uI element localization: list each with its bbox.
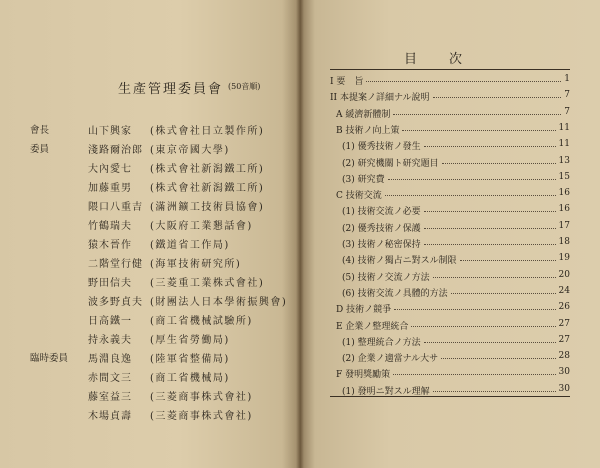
toc-entry-page: 28 <box>558 351 570 362</box>
member-row <box>0 122 300 141</box>
member-affiliation: (株式會社日立製作所) <box>150 126 265 137</box>
toc-entry-label: A 緩濟新體制 <box>336 109 391 120</box>
toc-entry-label: (2) 研究機關ト研究題目 <box>342 158 439 169</box>
toc-entry-page: 24 <box>558 285 570 296</box>
member-affiliation: (三菱重工業株式會社) <box>150 278 265 289</box>
member-name: 大內愛七 <box>88 164 132 175</box>
toc-entry <box>330 319 570 334</box>
toc-leader-dots <box>424 228 556 229</box>
toc-entry <box>330 270 570 285</box>
toc-entry-page: 7 <box>564 106 570 117</box>
toc-entry-page: 20 <box>558 269 570 280</box>
toc-entry-page: 27 <box>558 334 570 345</box>
member-row <box>0 312 300 331</box>
toc-entry <box>330 335 570 350</box>
toc-entry <box>330 156 570 171</box>
member-name: 竹鶴瑞夫 <box>88 221 132 232</box>
toc-entry <box>330 172 570 187</box>
toc-entry-page: 18 <box>558 237 570 247</box>
member-row <box>0 369 300 388</box>
toc-entry <box>330 204 570 219</box>
toc-entry-page: 7 <box>564 90 570 101</box>
member-role: 委員 <box>30 144 50 155</box>
member-affiliation: (海軍技術研究所) <box>150 259 242 270</box>
toc-leader-dots <box>433 97 561 98</box>
toc-leader-dots <box>424 146 556 147</box>
toc-entry-label: (2) 企業ノ適當ナル大サ <box>342 354 439 365</box>
member-affiliation: (株式會社新潟鐵工所) <box>150 164 265 175</box>
toc-entry-label: (6) 技術交流ノ具體的方法 <box>342 288 448 299</box>
toc-entry-label: C 技術交流 <box>336 191 382 202</box>
member-affiliation: (財團法人日本學術振興會) <box>150 297 288 308</box>
toc-entry <box>330 237 570 252</box>
member-affiliation: (東京帝國大學) <box>150 145 230 156</box>
toc-leader-dots <box>393 114 561 115</box>
member-affiliation: (三菱商事株式會社) <box>150 411 253 422</box>
toc-leader-dots <box>424 342 556 343</box>
toc-leader-dots <box>442 163 556 164</box>
toc-entry-page: 19 <box>558 253 570 264</box>
member-name: 馬淵良逸 <box>88 354 132 365</box>
toc-leader-dots <box>366 81 561 82</box>
toc-entry-page: 15 <box>558 171 570 182</box>
member-row <box>0 350 300 369</box>
toc-leader-dots <box>385 195 556 196</box>
toc-entry-page: 30 <box>558 367 570 378</box>
toc-leader-dots <box>394 309 556 310</box>
member-affiliation: (大阪府工業懇話會) <box>150 221 253 232</box>
toc-entry <box>330 384 570 399</box>
member-row <box>0 217 300 236</box>
toc-leader-dots <box>411 326 556 327</box>
toc-entry <box>330 286 570 301</box>
toc-entry <box>330 90 570 105</box>
toc-entry-page: 1 <box>564 74 570 84</box>
toc-entry-page: 13 <box>558 155 570 166</box>
member-role: 會長 <box>30 125 50 136</box>
member-affiliation: (商工省機械局) <box>150 373 230 384</box>
toc-leader-dots <box>424 211 556 212</box>
member-name: 野田信夫 <box>88 278 132 289</box>
toc-entry-label: (1) 整理統合ノ方法 <box>342 337 421 348</box>
member-role: 臨時委員 <box>30 353 69 364</box>
toc-entry-label: F 發明獎勵策 <box>336 370 391 381</box>
toc-entry <box>330 107 570 122</box>
toc-entry <box>330 139 570 154</box>
member-name: 山下興家 <box>88 126 132 137</box>
toc-entry-label: (3) 技術ノ秘密保持 <box>342 240 421 250</box>
toc-leader-dots <box>433 391 556 392</box>
toc-entry-page: 27 <box>558 318 570 329</box>
toc-entry-label: (1) 技術交流ノ必要 <box>342 207 421 218</box>
toc-entry <box>330 367 570 382</box>
toc-leader-dots <box>388 179 556 180</box>
toc-entry-label: (2) 優秀技術ノ保護 <box>342 223 421 234</box>
member-name: 木場貞壽 <box>88 411 132 422</box>
member-affiliation: (三菱商事株式會社) <box>150 392 253 403</box>
member-affiliation: (商工省機械試驗所) <box>150 316 253 327</box>
member-row <box>0 388 300 407</box>
toc-entry-page: 11 <box>558 122 570 133</box>
toc-entry-label: (3) 研究費 <box>342 174 385 185</box>
toc-entry-page: 11 <box>558 139 570 150</box>
committee-title: 生產管理委員會 <box>118 82 224 97</box>
member-affiliation: (鐵道省工作局) <box>150 240 230 251</box>
member-affiliation: (陸軍省整備局) <box>150 354 230 365</box>
member-row <box>0 293 300 312</box>
toc-entry <box>330 123 570 138</box>
member-affiliation: (滿洲鑛工技術員協會) <box>150 202 265 213</box>
toc-entry-label: (1) 發明ニ對スル理解 <box>342 386 430 397</box>
toc-entry-label: D 技術ノ競爭 <box>336 305 392 316</box>
member-name: 猿木晉作 <box>88 240 132 251</box>
toc-entry-page: 16 <box>558 204 570 215</box>
toc-entry-label: II 本提案ノ詳細ナル說明 <box>330 93 430 104</box>
toc-entry <box>330 253 570 268</box>
committee-note: (50音順) <box>228 82 261 91</box>
member-row <box>0 198 300 217</box>
member-row <box>0 331 300 350</box>
toc-entry-page: 17 <box>558 220 570 231</box>
toc-entry-label: (1) 優秀技術ノ發生 <box>342 142 421 153</box>
toc-leader-dots <box>460 260 556 261</box>
toc-entry-label: I 要 旨 <box>330 77 364 87</box>
toc-entry-page: 26 <box>558 302 570 313</box>
member-name: 加藤重男 <box>88 183 132 194</box>
member-row <box>0 160 300 179</box>
member-name: 淺路爾治郎 <box>88 145 143 156</box>
toc-leader-dots <box>451 293 556 294</box>
toc-leader-dots <box>441 358 556 359</box>
toc-entry <box>330 302 570 317</box>
member-name: 日高鐵一 <box>88 316 132 327</box>
toc-entry <box>330 351 570 366</box>
toc-title: 目次 <box>404 52 495 67</box>
member-row <box>0 255 300 274</box>
toc-entry-page: 30 <box>558 383 570 394</box>
member-row <box>0 141 300 160</box>
toc-top-rule <box>330 69 570 70</box>
toc-entry-label: (4) 技術ノ獨占ニ對スル制限 <box>342 256 457 267</box>
member-name: 隈口八重吉 <box>88 202 143 213</box>
toc-leader-dots <box>393 374 556 375</box>
member-row <box>0 179 300 198</box>
member-name: 二階堂行健 <box>88 259 143 270</box>
toc-leader-dots <box>433 277 556 278</box>
member-name: 藤室益三 <box>88 392 132 403</box>
member-row <box>0 236 300 255</box>
member-row <box>0 274 300 293</box>
toc-leader-dots <box>424 244 556 245</box>
member-name: 波多野貞夫 <box>88 297 143 308</box>
toc-leader-dots <box>402 130 556 131</box>
toc-entry-label: E 企業ノ整理統合 <box>336 321 409 332</box>
toc-entry <box>330 221 570 236</box>
member-name: 持永義夫 <box>88 335 132 346</box>
member-affiliation: (厚生省勞働局) <box>150 335 230 346</box>
toc-entry-page: 16 <box>558 188 570 199</box>
member-name: 赤間文三 <box>88 373 132 384</box>
toc-entry <box>330 74 570 89</box>
member-row <box>0 407 300 426</box>
member-affiliation: (株式會社新潟鐵工所) <box>150 183 265 194</box>
toc-entry-label: B 技術ノ向上策 <box>336 125 400 136</box>
toc-entry-label: (5) 技術ノ交流ノ方法 <box>342 272 430 283</box>
toc-entry <box>330 188 570 203</box>
